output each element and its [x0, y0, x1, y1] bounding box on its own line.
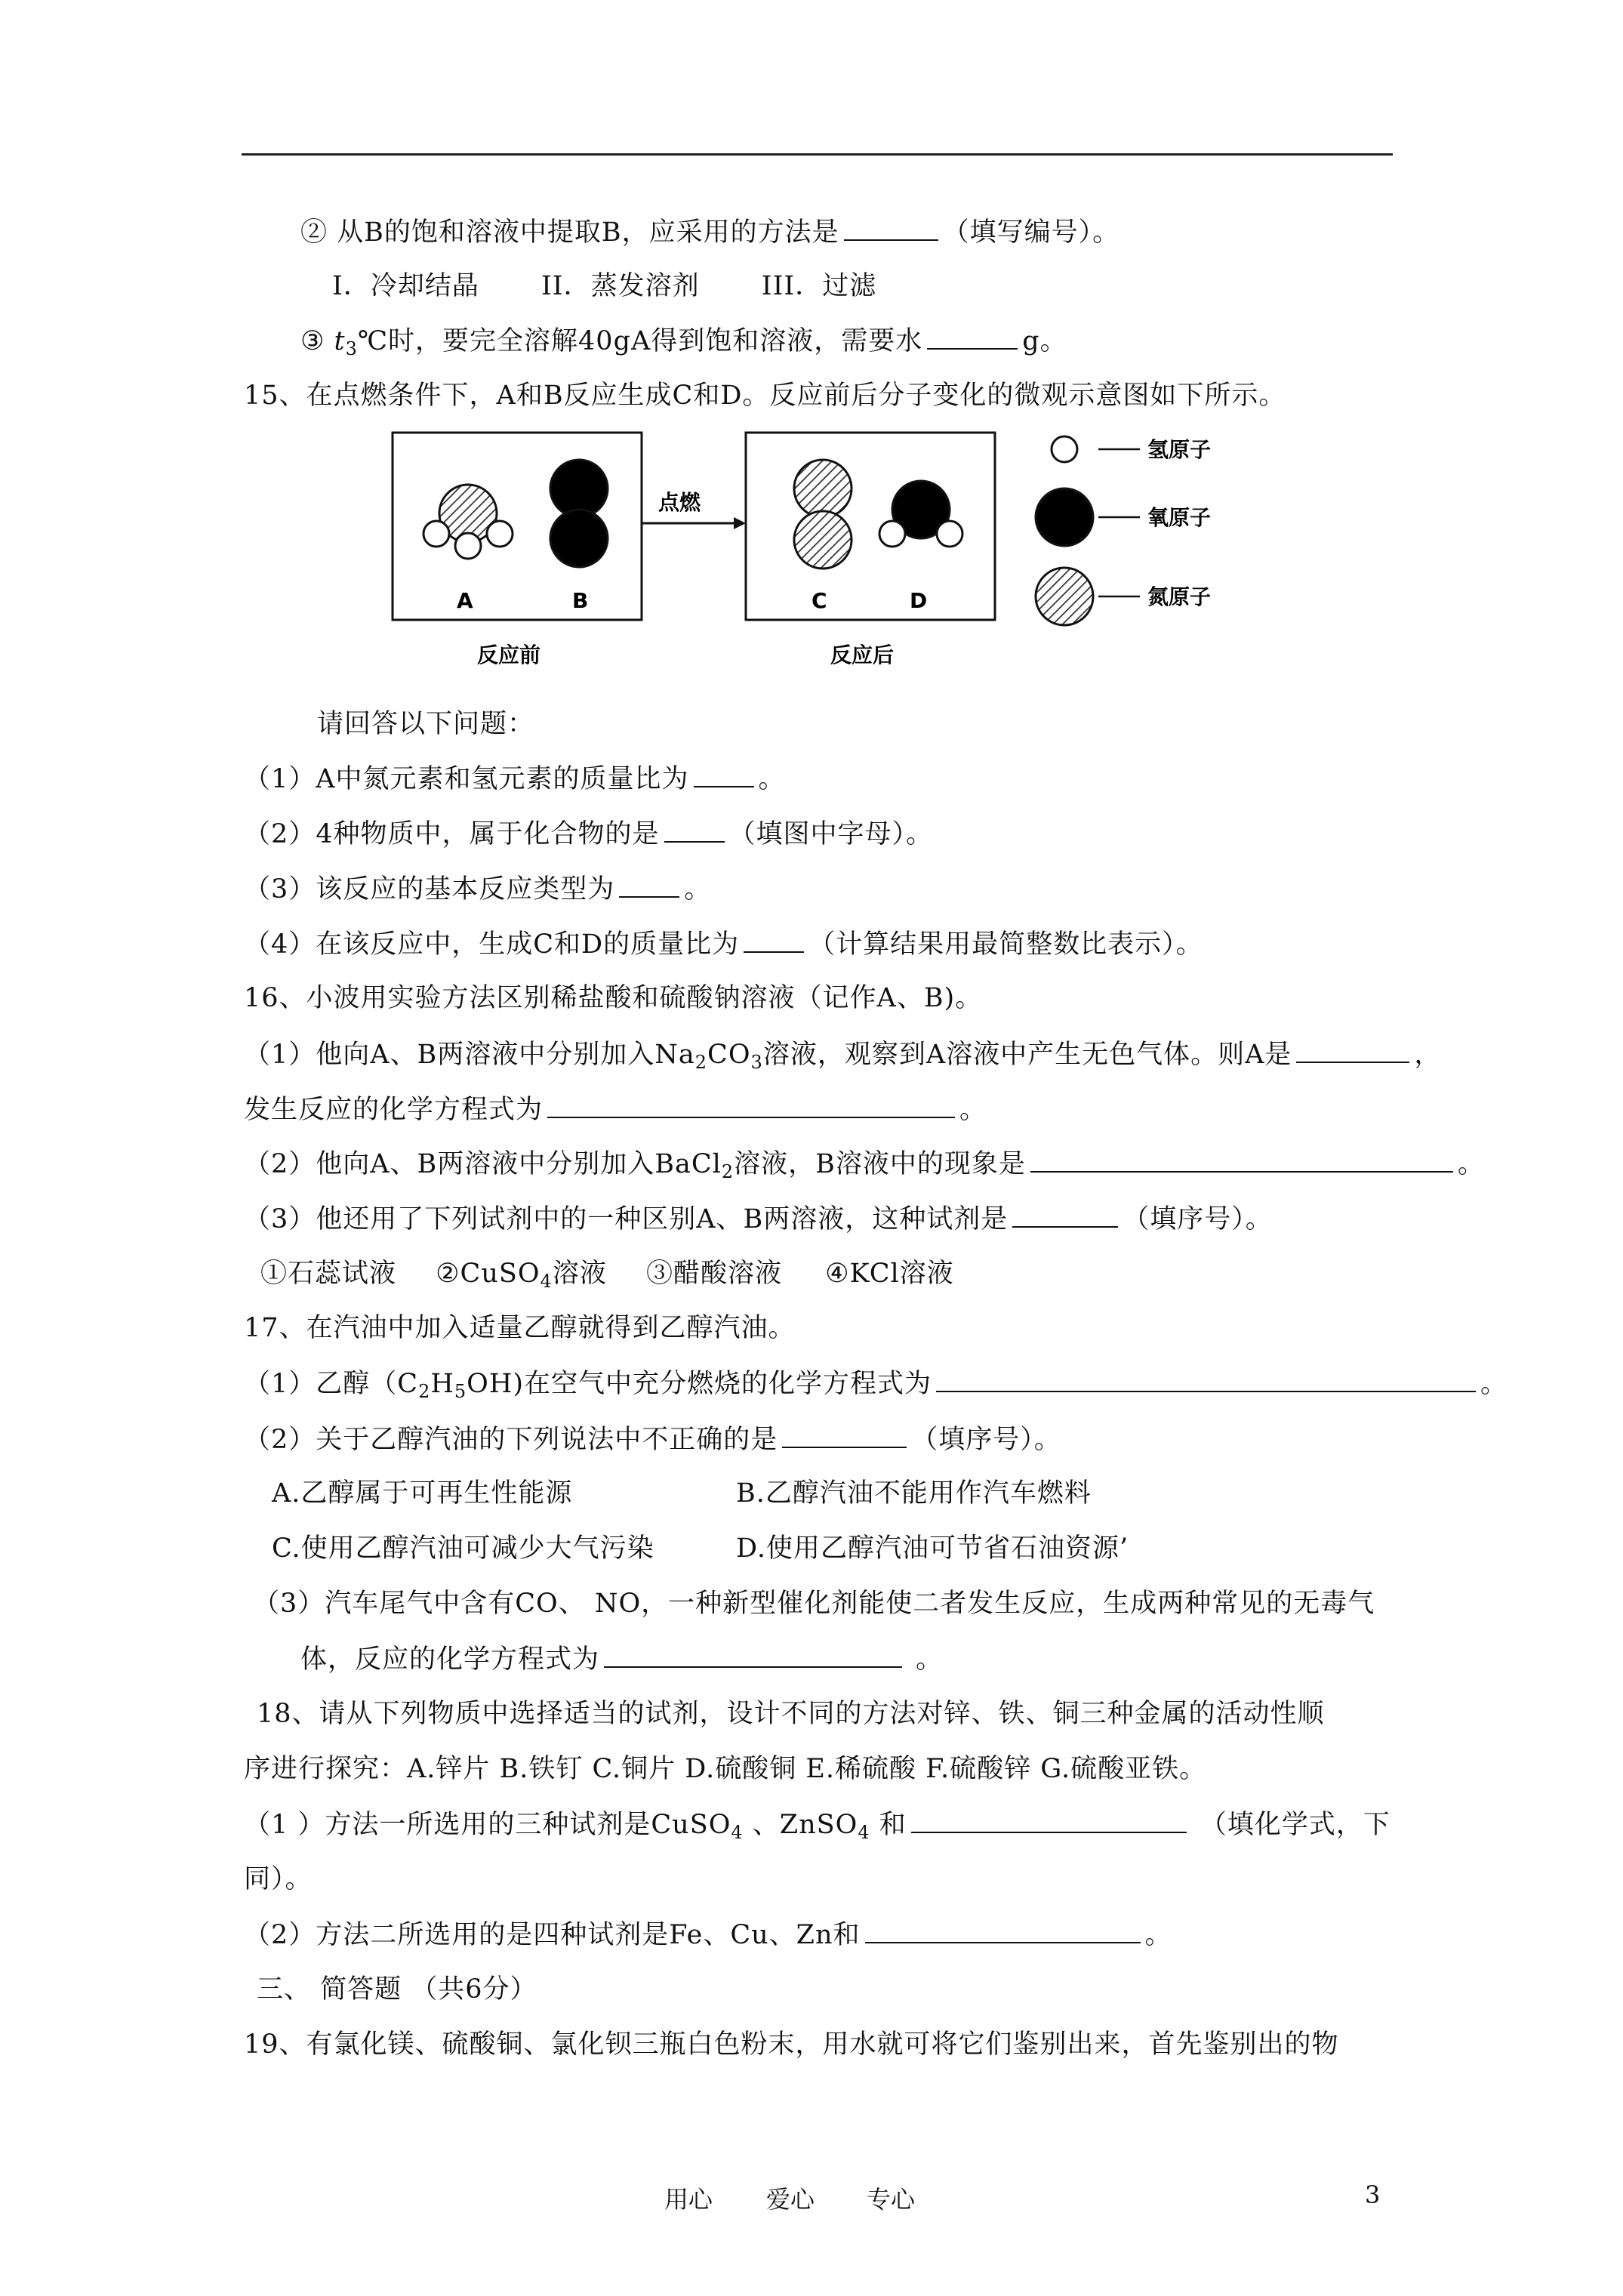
q18-stem-line2: 序进行探究：A.锌片 B.铁钉 C.铜片 D.硫酸铜 E.稀硫酸 F.硫酸锌 G.硫酸亚铁。 — [244, 1754, 1207, 1784]
q18-sub1: （1 ）方法一所选用的三种试剂是CuSO$_4$ 、ZnSO$_4$ 和 （填化学式，下 — [244, 1806, 1390, 1851]
label-A: A — [457, 588, 473, 613]
arrow-label: 点燃 — [658, 490, 701, 515]
answer-blank[interactable] — [744, 926, 804, 953]
q19-stem: 19、有氯化镁、硫酸铜、氯化钡三瓶白色粉末，用水就可将它们鉴别出来，首先鉴别出的物 — [244, 2029, 1339, 2060]
answer-blank[interactable] — [936, 1365, 1476, 1392]
q15-sub2: （2）4种物质中，属于化合物的是 （填图中字母）。 — [244, 815, 933, 852]
label-B: B — [572, 588, 589, 613]
answer-blank[interactable] — [619, 871, 679, 898]
hydrogen-atom — [423, 521, 449, 547]
q14-part2: ② 从B的饱和溶液中提取B，应采用的方法是 （填写编号）。 — [300, 214, 1119, 251]
q16-sub1-equation: 发生反应的化学方程式为 。 — [244, 1091, 987, 1128]
footer-motto-3: 专心 — [867, 2185, 916, 2214]
hydrogen-atom — [487, 521, 513, 547]
answer-blank[interactable] — [1012, 1200, 1118, 1228]
header-rule — [242, 153, 1393, 156]
q17-option-a: A.乙醇属于可再生性能源 — [272, 1478, 573, 1509]
answer-blank[interactable] — [782, 1421, 907, 1448]
answer-blank[interactable] — [547, 1091, 955, 1118]
q17-sub3: （3）汽车尾气中含有CO、 NO，一种新型催化剂能使二者发生反应，生成两种常见的无毒气 — [253, 1589, 1375, 1619]
q16-sub3: （3）他还用了下列试剂中的一种区别A、B两溶液，这种试剂是 （填序号）。 — [244, 1200, 1273, 1237]
q16-sub1: （1）他向A、B两溶液中分别加入$Na_2CO_3$溶液，观察到A溶液中产生无色气体。则A是 ， — [244, 1036, 1441, 1080]
caption-after: 反应后 — [830, 643, 895, 667]
q15-sub1: （1）A中氮元素和氢元素的质量比为 。 — [244, 760, 786, 797]
q14-part3: ③ $t_3℃$时，要完全溶解40gA得到饱和溶液，需要水 g。 — [300, 322, 1067, 367]
legend-nitrogen: 氮原子 — [1147, 584, 1212, 609]
answer-blank[interactable] — [844, 214, 938, 241]
legend-nitrogen-icon — [1036, 568, 1093, 625]
q18-sub2: （2）方法二所选用的是四种试剂是Fe、Cu、Zn和 。 — [244, 1916, 1172, 1953]
hydrogen-atom — [455, 533, 481, 559]
footer-motto-2: 爱心 — [766, 2185, 815, 2214]
answer-blank[interactable] — [604, 1641, 902, 1668]
q17-sub2: （2）关于乙醇汽油的下列说法中不正确的是 （填序号）。 — [244, 1421, 1061, 1458]
q16-options: ①石蕊试液 ②CuSO$_4$溶液 ③醋酸溶液 ④KCl溶液 — [260, 1259, 954, 1292]
answer-blank[interactable] — [694, 760, 754, 787]
q17-sub1: （1）乙醇$(C_2H_5OH)$在空气中充分燃烧的化学方程式为 。 — [244, 1365, 1508, 1410]
label-D: D — [910, 588, 928, 613]
q17-option-b: B.乙醇汽油不能用作汽车燃料 — [736, 1478, 1092, 1509]
q15-sub3: （3）该反应的基本反应类型为 。 — [244, 871, 711, 908]
answer-blank[interactable] — [1030, 1145, 1453, 1173]
q15-molecule-figure — [385, 427, 1291, 676]
answer-blank[interactable] — [911, 1806, 1187, 1833]
answer-blank[interactable] — [664, 815, 725, 843]
q15-intro: 请回答以下问题： — [317, 709, 535, 739]
answer-blank[interactable] — [1296, 1036, 1409, 1063]
footer-motto-1: 用心 — [664, 2185, 713, 2214]
caption-before: 反应前 — [477, 643, 541, 667]
q17-stem: 17、在汽油中加入适量乙醇就得到乙醇汽油。 — [244, 1313, 796, 1343]
label-C: C — [812, 588, 827, 613]
legend-hydrogen-icon — [1052, 436, 1077, 462]
legend-hydrogen: 氢原子 — [1147, 437, 1212, 462]
q16-stem: 16、小波用实验方法区别稀盐酸和硫酸钠溶液（记作A、B)。 — [244, 983, 983, 1013]
hydrogen-atom — [879, 521, 905, 547]
q14-options: I．冷却结晶 II．蒸发溶剂 III．过滤 — [332, 271, 877, 301]
q17-sub3-equation: 体，反应的化学方程式为 。 — [300, 1641, 943, 1678]
nitrogen-atom — [794, 460, 852, 517]
nitrogen-atom — [794, 511, 852, 569]
oxygen-atom — [550, 510, 608, 567]
answer-blank[interactable] — [927, 322, 1018, 350]
q15-sub4: （4）在该反应中，生成C和D的质量比为 （计算结果用最简整数比表示）。 — [244, 926, 1203, 963]
hydrogen-atom — [937, 521, 962, 547]
q18-stem-line1: 18、请从下列物质中选择适当的试剂，设计不同的方法对锌、铁、铜三种金属的活动性顺 — [257, 1699, 1325, 1729]
q18-sub1-cont: 同）。 — [244, 1864, 313, 1894]
q17-option-d: D.使用乙醇汽油可节省石油资源’ — [736, 1533, 1129, 1564]
answer-blank[interactable] — [865, 1916, 1141, 1943]
q17-option-c: C.使用乙醇汽油可减少大气污染 — [272, 1533, 654, 1564]
q15-stem: 15、在点燃条件下，A和B反应生成C和D。反应前后分子变化的微观示意图如下所示。 — [244, 381, 1286, 411]
legend-oxygen-icon — [1036, 488, 1093, 546]
q16-sub2: （2）他向A、B两溶液中分别加入BaCl$_2$溶液，B溶液中的现象是 。 — [244, 1145, 1485, 1190]
page-number: 3 — [1365, 2180, 1381, 2209]
section-3-heading: 三、 简答题 （共6分） — [257, 1974, 537, 2005]
legend-oxygen: 氧原子 — [1147, 505, 1212, 530]
